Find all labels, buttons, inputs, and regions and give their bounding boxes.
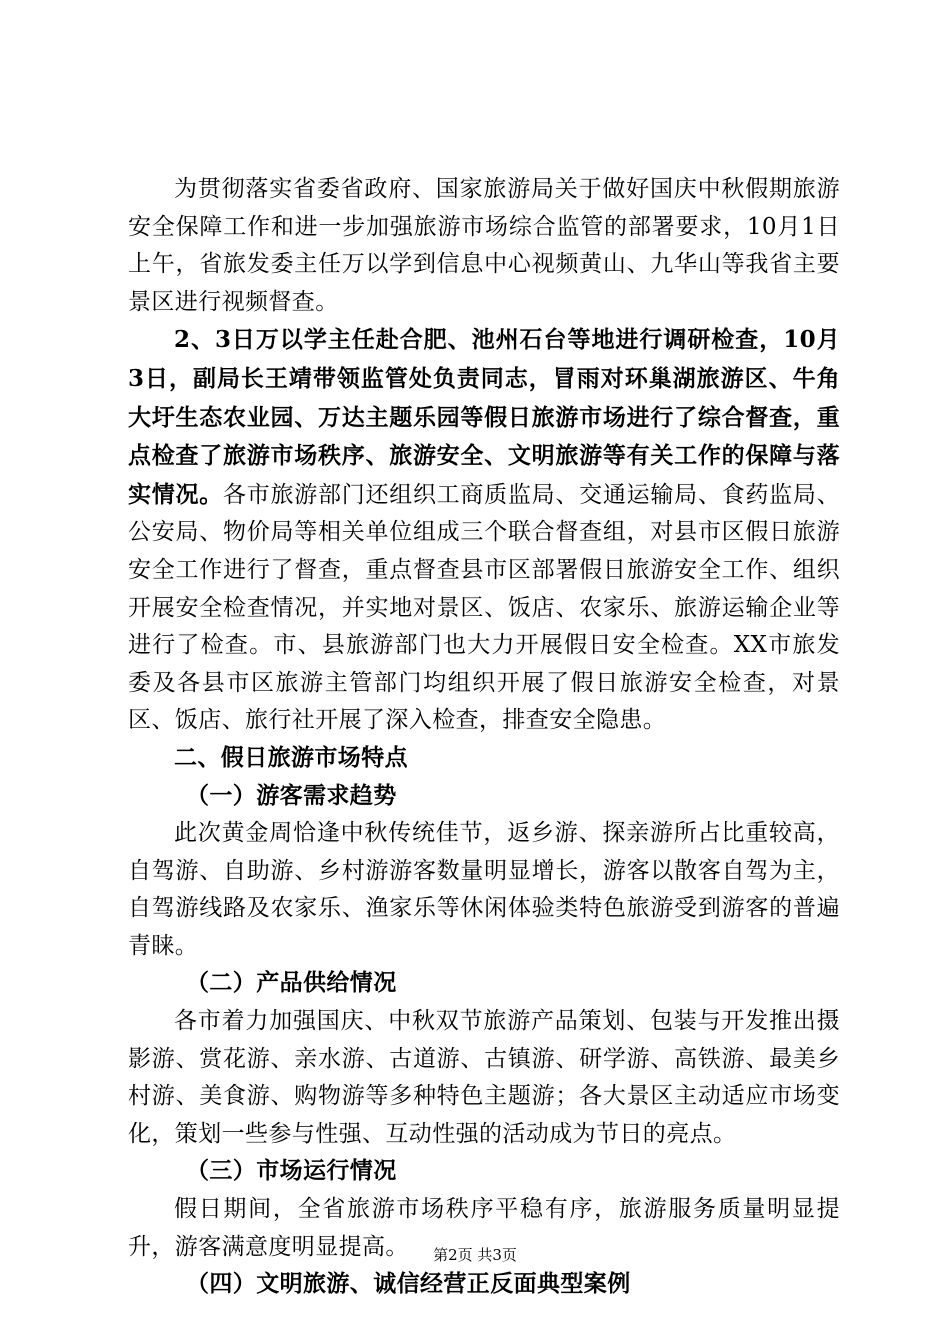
paragraph-tourist-demand: 此次黄金周恰逢中秋传统佳节，返乡游、探亲游所占比重较高，自驾游、自助游、乡村游游客数量明显增长，游客以散客自驾为主，自驾游线路及农家乐、渔家乐等休闲体验类特色旅游受到游客的普遍青睐。 — [128, 820, 840, 959]
paragraph-inspection-details — [128, 321, 840, 740]
paragraph-supervision-intro — [128, 171, 840, 321]
paragraph-text: 各市旅游部门还组织工商质监局、交通运输局、食药监局、公安局、物价局等相关单位组成三个联合督查组，对县市区假日旅游安全工作进行了督查，重点督查县市区部署假日旅游安全工作、组织开展安全检查情况，并实地对景区、饭店、农家乐、旅游运输企业等进行了检查。市、县旅游部门也大力开展假日安全检查。XX市旅发委及各县市区旅游主管部门均组织开展了假日旅游安全检查，对景区、饭店、旅行社开展了深入检查，排查安全隐患。 — [128, 481, 840, 734]
subsection-heading-market-operation: （三）市场运行情况 — [186, 1158, 397, 1185]
paragraph-product-supply: 各市着力加强国庆、中秋双节旅游产品策划、包装与开发推出摄影游、赏花游、亲水游、古道游、古镇游、研学游、高铁游、最美乡村游、美食游、购物游等多种特色主题游；各大景区主动适应市场变化，策划一些参与性强、互动性强的活动成为节日的亮点。 — [128, 1008, 840, 1147]
paragraph-bold-text: 2、3日万以学主任赴合肥、池州石台等地进行调研检查，10月3日，副局长王靖带领监管处负责同志，冒雨对环巢湖旅游区、牛角大圩生态农业园、万达主题乐园等假日旅游市场进行了综合督查，重点检查了旅游市场秩序、旅游安全、文明旅游等有关工作的保障与落实情况。 — [128, 326, 840, 508]
subsection-heading-typical-cases: （四）文明旅游、诚信经营正反面典型案例 — [186, 1271, 631, 1298]
document-body — [128, 171, 840, 1304]
subsection-heading-product-supply: （二）产品供给情况 — [186, 970, 397, 997]
paragraph-market-operation: 假日期间，全省旅游市场秩序平稳有序，旅游服务质量明显提升，游客满意度明显提高。 — [128, 1196, 840, 1260]
subsection-heading-tourist-demand: （一）游客需求趋势 — [186, 782, 397, 809]
page-number-footer: 第2页 共3页 — [433, 1246, 517, 1264]
paragraph-text: 为贯彻落实省委省政府、国家旅游局关于做好国庆中秋假期旅游安全保障工作和进一步加强旅游市场综合监管的部署要求，10月1日上午，省旅发委主任万以学到信息中心视频黄山、九华山等我省主要景区进行视频督查。 — [128, 176, 840, 315]
section-heading-market-features: 二、假日旅游市场特点 — [174, 744, 408, 771]
